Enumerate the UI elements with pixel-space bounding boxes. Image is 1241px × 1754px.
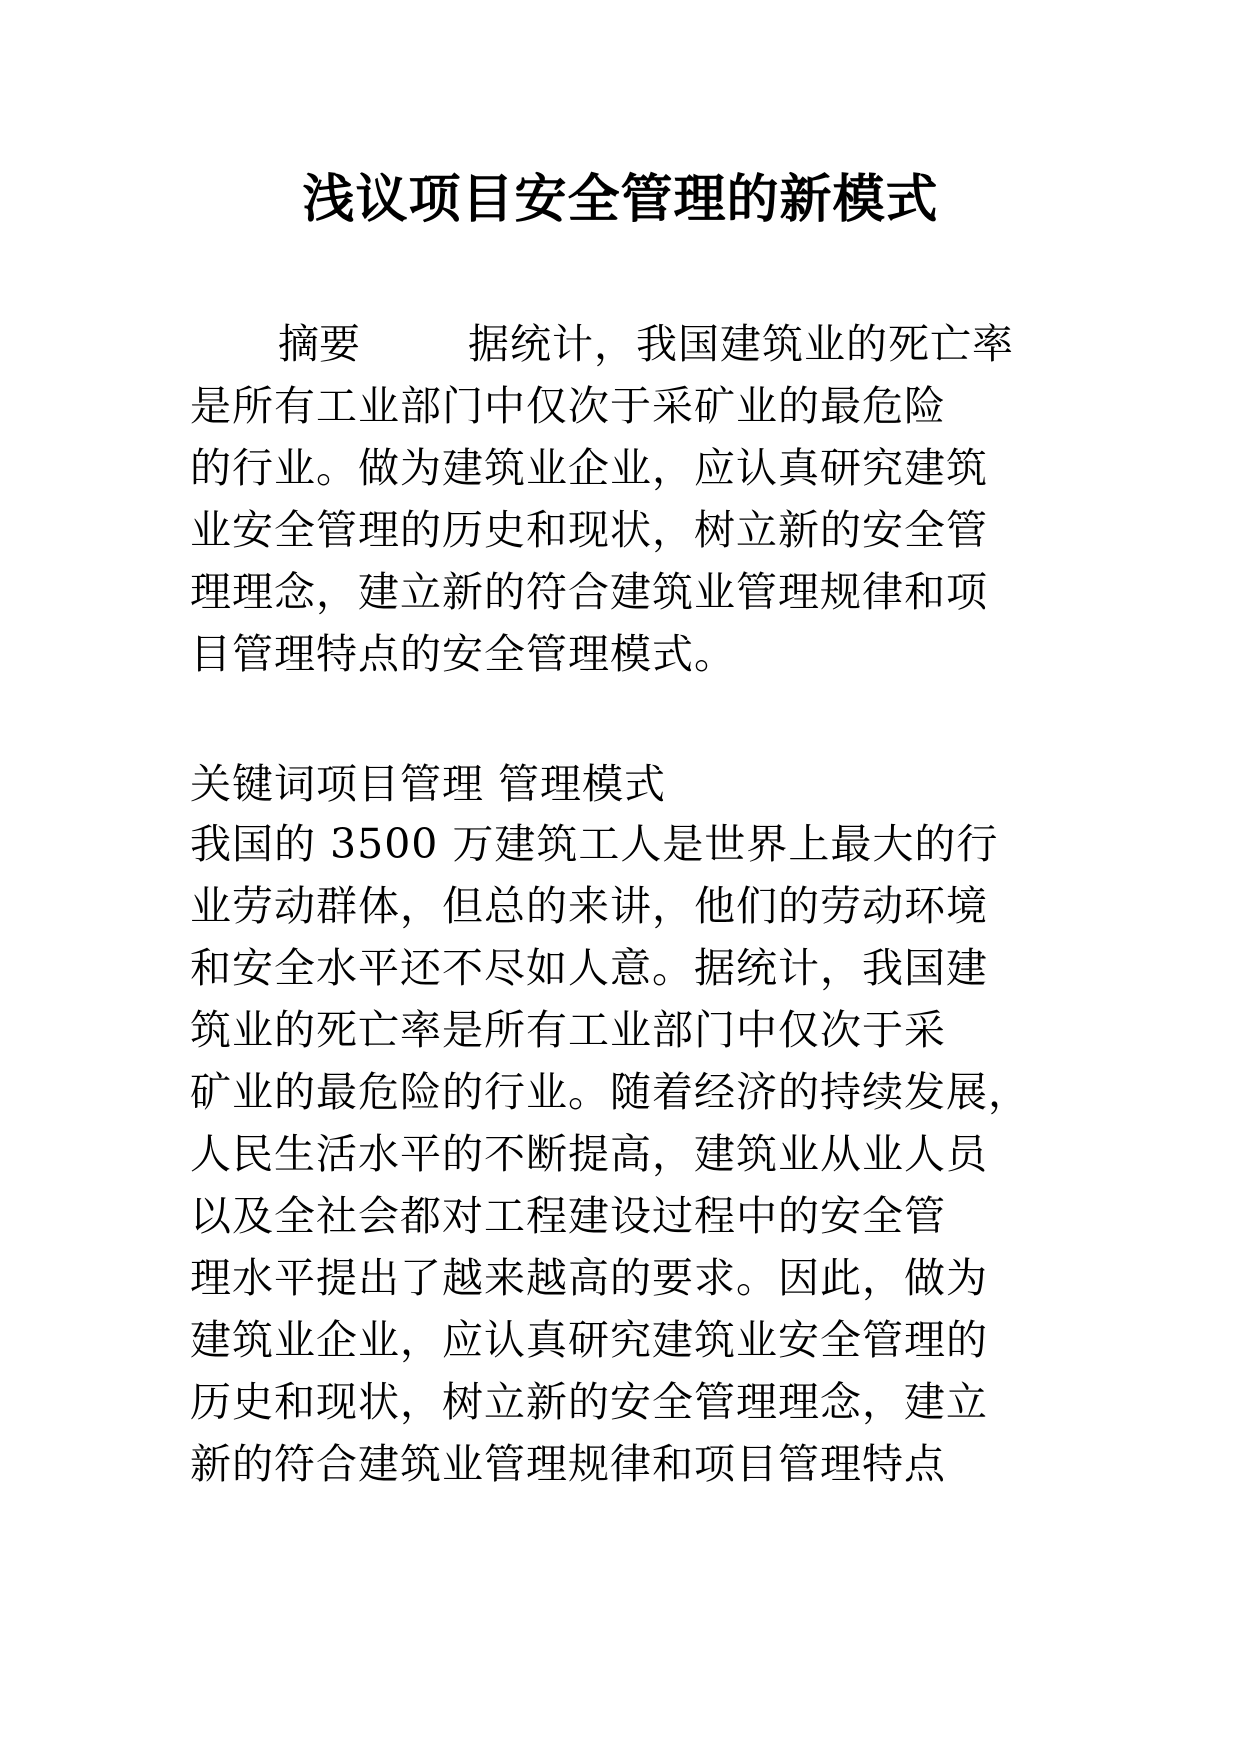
abstract-line: 是所有工业部门中仅次于采矿业的最危险 [190,382,946,430]
body-line: 业劳动群体，但总的来讲，他们的劳动环境 [190,882,988,930]
keywords-line: 关键词项目管理 管理模式 [190,760,667,808]
abstract-line: 据统计，我国建筑业的死亡率 [468,320,1014,368]
abstract-line: 理理念，建立新的符合建筑业管理规律和项 [190,568,988,616]
document-title: 浅议项目安全管理的新模式 [302,169,939,230]
body-line: 筑业的死亡率是所有工业部门中仅次于采 [190,1006,946,1054]
body-line: 和安全水平还不尽如人意。据统计，我国建 [190,944,988,992]
abstract-line: 的行业。做为建筑业企业，应认真研究建筑 [190,444,988,492]
body-line: 新的符合建筑业管理规律和项目管理特点 [190,1440,946,1488]
body-line: 历史和现状，树立新的安全管理理念，建立 [190,1378,988,1426]
abstract-line: 目管理特点的安全管理模式。 [190,630,736,678]
abstract-label: 摘要 [278,320,360,368]
body-line: 建筑业企业，应认真研究建筑业安全管理的 [190,1316,988,1364]
body-line: 我国的 3500 万建筑工人是世界上最大的行 [190,820,999,868]
body-line: 以及全社会都对工程建设过程中的安全管 [190,1192,946,1240]
abstract-line: 业安全管理的历史和现状，树立新的安全管 [190,506,988,554]
body-line: 人民生活水平的不断提高，建筑业从业人员 [190,1130,988,1178]
body-line: 理水平提出了越来越高的要求。因此，做为 [190,1254,988,1302]
body-line: 矿业的最危险的行业。随着经济的持续发展， [190,1068,1030,1116]
